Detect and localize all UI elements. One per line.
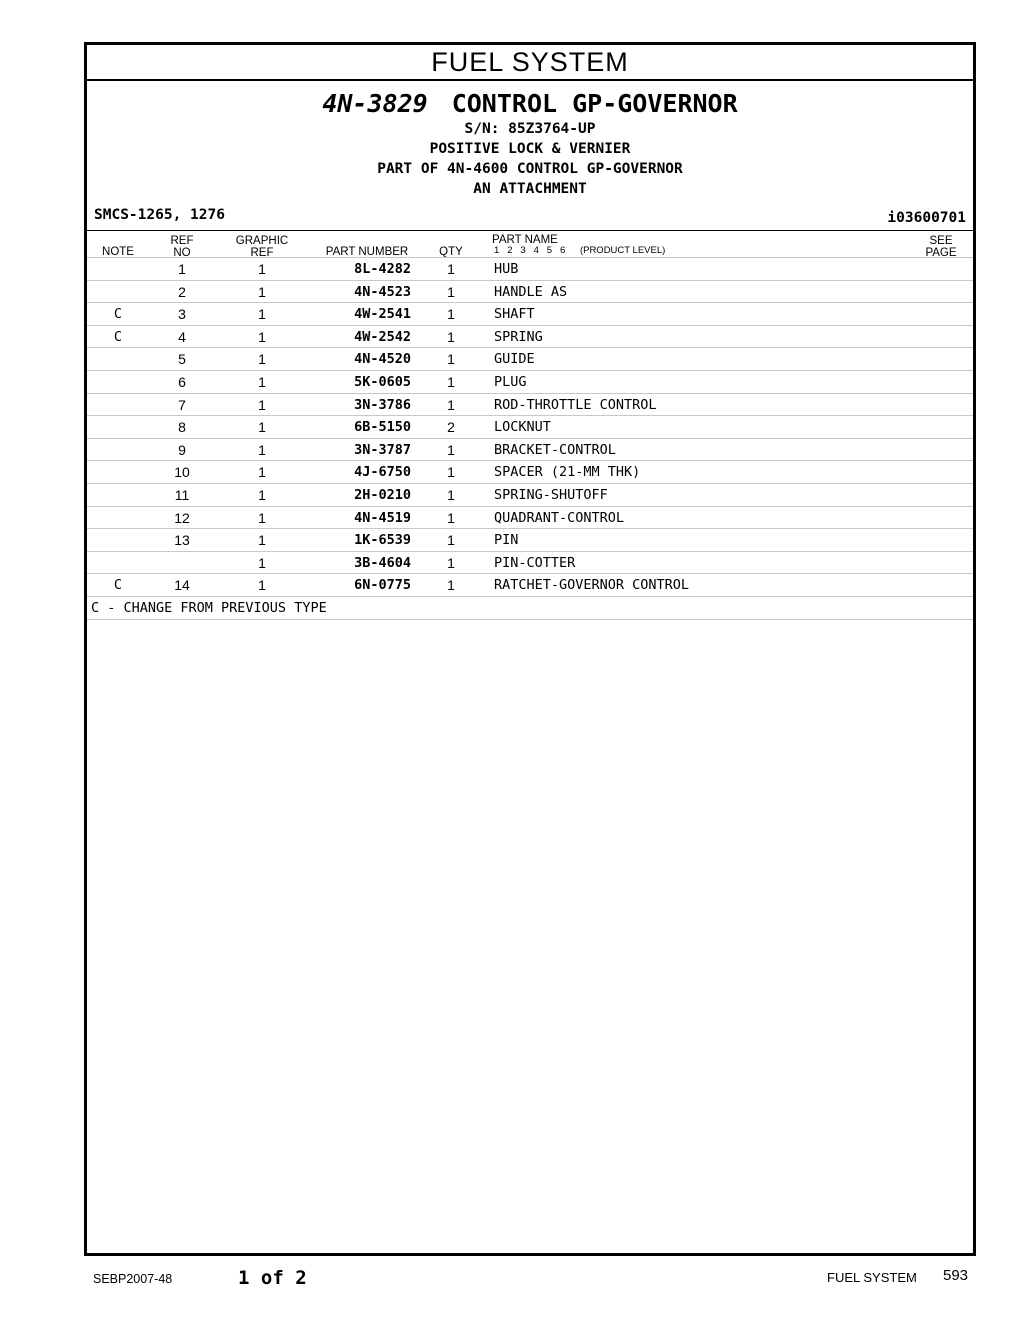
- table-row: [87, 302, 973, 325]
- cell-qty: 1: [447, 328, 455, 345]
- cell-part: 8L-4282: [354, 261, 411, 277]
- cell-part: 4W-2541: [354, 306, 411, 323]
- cell-ref: 11: [174, 486, 190, 503]
- cell-part: 4W-2542: [354, 328, 411, 345]
- table-row: [87, 551, 973, 574]
- cell-note: C: [113, 577, 123, 594]
- cell-ref: 4: [178, 328, 186, 345]
- cell-ref: 3: [178, 306, 186, 323]
- cell-qty: 1: [447, 306, 455, 323]
- cell-graphic: 1: [258, 261, 266, 277]
- col-see-page: [919, 235, 963, 259]
- cell-name: GUIDE: [494, 351, 535, 368]
- cell-part: 6B-5150: [354, 419, 411, 436]
- cell-ref: 2: [178, 283, 186, 300]
- cell-name: SPACER (21-MM THK): [494, 464, 641, 481]
- cell-graphic: 1: [258, 441, 266, 458]
- cell-qty: 1: [447, 396, 455, 413]
- group-heading: [87, 89, 973, 199]
- table-row: [87, 438, 973, 461]
- cell-ref: 6: [178, 373, 186, 390]
- table-row: [87, 506, 973, 529]
- cell-name: LOCKNUT: [494, 419, 551, 436]
- col-graphic-ref: [232, 235, 292, 259]
- cell-graphic: 1: [258, 306, 266, 323]
- table-row: [87, 460, 973, 483]
- table-row: [87, 370, 973, 393]
- product-levels: [494, 245, 665, 256]
- cell-ref: 13: [174, 532, 190, 549]
- parts-table: [87, 257, 973, 620]
- group-title: [87, 89, 973, 119]
- cell-graphic: 1: [258, 486, 266, 503]
- cell-ref: 12: [174, 509, 190, 526]
- cell-ref: 1: [178, 261, 186, 277]
- col-see-page-line2: PAGE: [925, 247, 957, 259]
- cell-qty: 1: [447, 464, 455, 481]
- cell-graphic: 1: [258, 532, 266, 549]
- cell-part: 3N-3787: [354, 441, 411, 458]
- product-level-label: (PRODUCT LEVEL): [579, 245, 666, 256]
- col-ref-no: [167, 235, 197, 259]
- cell-name: SHAFT: [494, 306, 535, 323]
- header-divider: [87, 230, 973, 231]
- cell-name: PIN: [494, 532, 519, 549]
- cell-part: 5K-0605: [354, 373, 411, 390]
- cell-note: C: [113, 328, 123, 345]
- col-note: NOTE: [102, 246, 134, 258]
- group-part-number: 4N-3829: [322, 89, 428, 118]
- cell-qty: 1: [447, 261, 455, 277]
- cell-name: PLUG: [494, 373, 527, 390]
- cell-graphic: 1: [258, 396, 266, 413]
- illustration-id: i03600701: [887, 210, 966, 226]
- cell-qty: 2: [447, 419, 455, 436]
- table-row: [87, 528, 973, 551]
- col-graphic-ref-line1: GRAPHIC: [235, 235, 289, 247]
- group-description-2: PART OF 4N-4600 CONTROL GP-GOVERNOR: [377, 161, 683, 177]
- cell-graphic: 1: [258, 554, 266, 571]
- cell-name: HANDLE AS: [494, 283, 568, 300]
- cell-name: SPRING-SHUTOFF: [494, 486, 608, 503]
- serial-number: S/N: 85Z3764-UP: [464, 121, 596, 137]
- col-part-number: PART NUMBER: [325, 246, 409, 258]
- col-ref-no-line2: NO: [173, 247, 191, 259]
- cell-graphic: 1: [258, 283, 266, 300]
- cell-graphic: 1: [258, 577, 266, 594]
- level-numbers: 1 2 3 4 5 6: [494, 245, 566, 256]
- table-row: [87, 325, 973, 348]
- cell-part: 4N-4520: [354, 351, 411, 368]
- cell-part: 4N-4523: [354, 283, 411, 300]
- cell-qty: 1: [447, 577, 455, 594]
- cell-part: 3N-3786: [354, 396, 411, 413]
- cell-qty: 1: [447, 509, 455, 526]
- group-name: CONTROL GP-GOVERNOR: [451, 89, 738, 118]
- smcs-code: SMCS-1265, 1276: [94, 207, 225, 223]
- page-frame: [84, 42, 976, 1256]
- cell-ref: 9: [178, 441, 186, 458]
- table-row: [87, 347, 973, 370]
- section-title: FUEL SYSTEM: [87, 45, 973, 81]
- cell-note: C: [113, 306, 123, 323]
- footer-page-number: 593: [943, 1267, 969, 1284]
- col-part-name: PART NAME: [492, 234, 558, 246]
- group-description-1: POSITIVE LOCK & VERNIER: [429, 141, 631, 157]
- note-legend: C - CHANGE FROM PREVIOUS TYPE: [91, 599, 327, 616]
- col-graphic-ref-line2: REF: [250, 247, 274, 259]
- cell-qty: 1: [447, 532, 455, 549]
- cell-name: BRACKET-CONTROL: [494, 441, 616, 458]
- note-legend-row: [87, 596, 973, 620]
- cell-qty: 1: [447, 554, 455, 571]
- cell-name: ROD-THROTTLE CONTROL: [494, 396, 657, 413]
- footer-doc-id: SEBP2007-48: [93, 1272, 173, 1286]
- group-description-3: AN ATTACHMENT: [473, 181, 587, 197]
- table-row: [87, 415, 973, 438]
- cell-graphic: 1: [258, 509, 266, 526]
- cell-qty: 1: [447, 283, 455, 300]
- cell-qty: 1: [447, 441, 455, 458]
- col-see-page-line1: SEE: [929, 235, 953, 247]
- cell-ref: 10: [174, 464, 190, 481]
- col-ref-no-line1: REF: [170, 235, 194, 247]
- table-row: [87, 280, 973, 303]
- cell-part: 4J-6750: [354, 464, 411, 481]
- cell-part: 3B-4604: [354, 554, 411, 571]
- col-qty: QTY: [439, 246, 463, 258]
- footer-section: FUEL SYSTEM: [827, 1270, 917, 1285]
- cell-name: QUADRANT-CONTROL: [494, 509, 625, 526]
- cell-name: PIN-COTTER: [494, 554, 576, 571]
- table-row: [87, 483, 973, 506]
- cell-ref: 14: [174, 577, 190, 594]
- cell-part: 1K-6539: [354, 532, 411, 549]
- footer-page-of: 1 of 2: [238, 1267, 307, 1289]
- cell-qty: 1: [447, 486, 455, 503]
- cell-graphic: 1: [258, 328, 266, 345]
- cell-graphic: 1: [258, 464, 266, 481]
- cell-qty: 1: [447, 351, 455, 368]
- cell-ref: 8: [178, 419, 186, 436]
- cell-ref: 7: [178, 396, 186, 413]
- cell-ref: 5: [178, 351, 186, 368]
- table-row: [87, 393, 973, 416]
- cell-part: 2H-0210: [354, 486, 411, 503]
- cell-part: 4N-4519: [354, 509, 411, 526]
- cell-name: HUB: [494, 261, 519, 277]
- cell-graphic: 1: [258, 351, 266, 368]
- cell-name: SPRING: [494, 328, 543, 345]
- cell-graphic: 1: [258, 419, 266, 436]
- cell-graphic: 1: [258, 373, 266, 390]
- table-row: [87, 257, 973, 280]
- cell-name: RATCHET-GOVERNOR CONTROL: [494, 577, 690, 594]
- cell-qty: 1: [447, 373, 455, 390]
- cell-part: 6N-0775: [354, 577, 411, 594]
- table-row: [87, 573, 973, 596]
